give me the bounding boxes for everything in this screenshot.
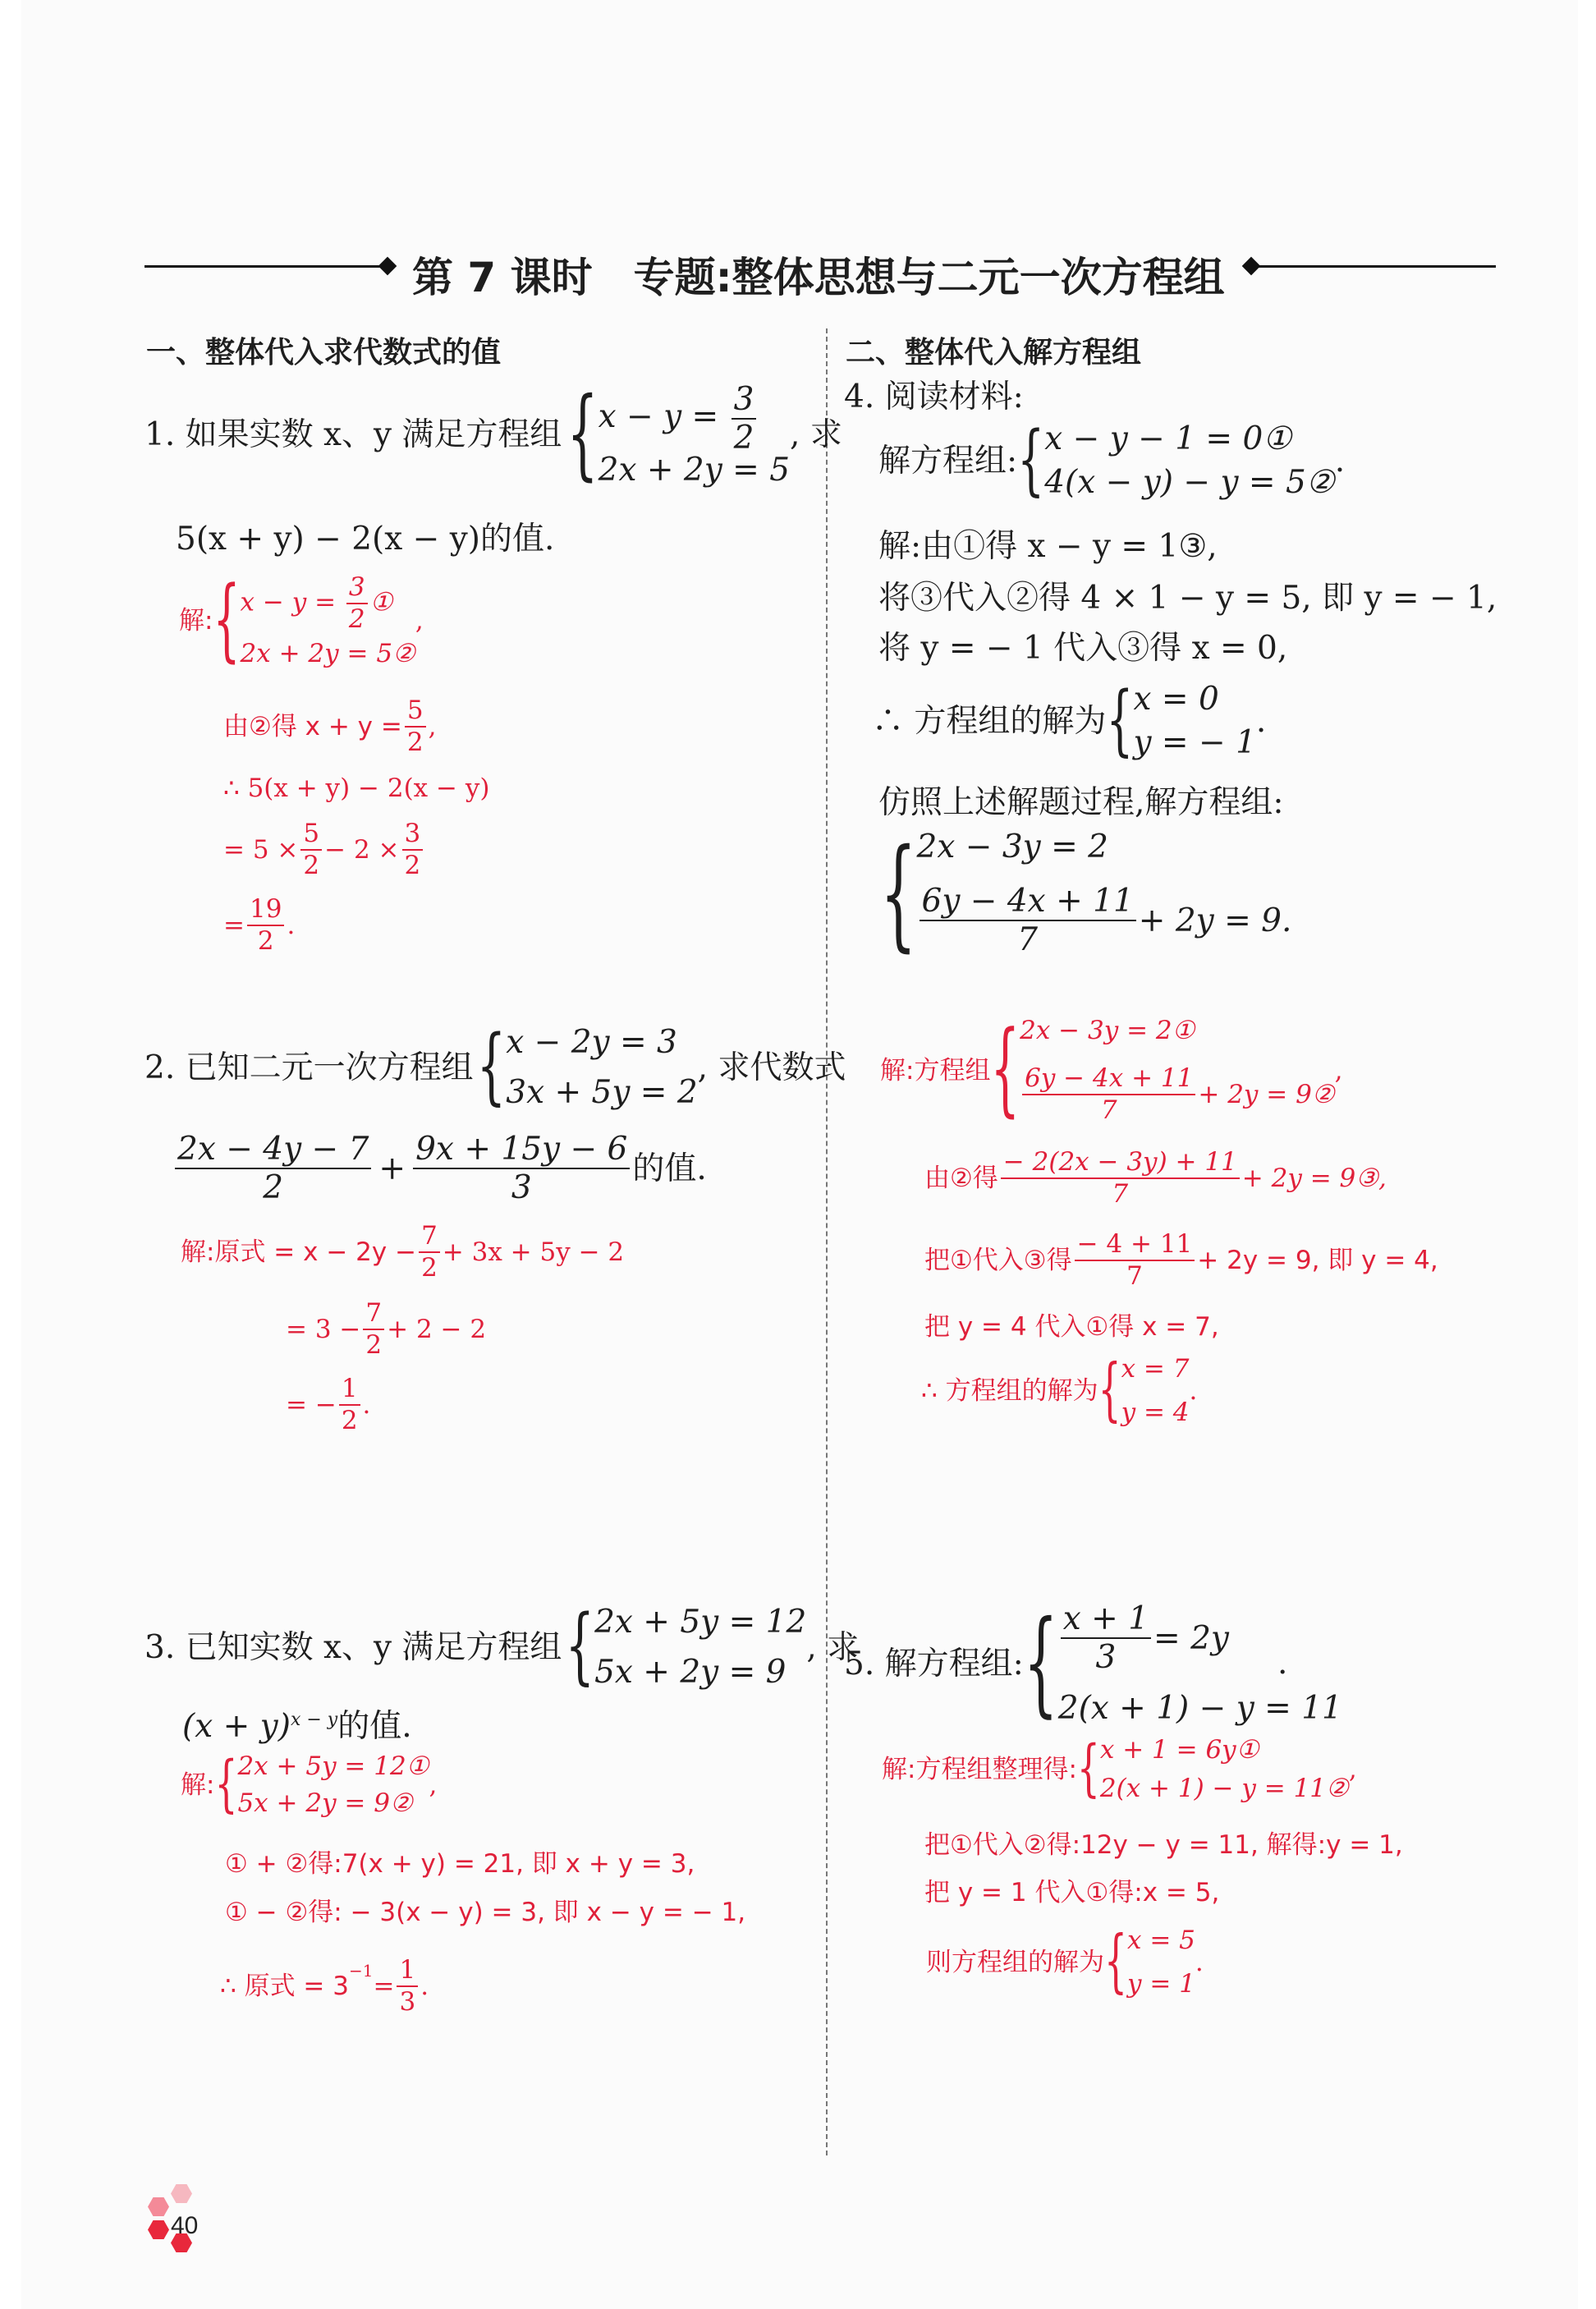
q3-sys-row2: 5x + 2y = 9	[594, 1654, 787, 1691]
q2-sys-row2: 3x + 5y = 2	[506, 1074, 698, 1111]
q5-answer-line2: 把 y = 1 代入①得:x = 5,	[924, 1878, 1220, 1907]
q1-answer-system: 解: { x − y = $\frac{3}{2}$ ① 2x + 2y = 5② ,	[179, 575, 424, 667]
q1-stem	[144, 377, 842, 492]
q1-expression: 5(x + y) − 2(x − y)的值.	[176, 521, 555, 558]
q4-material-brace: {	[1017, 416, 1045, 505]
q2-stem	[144, 1018, 846, 1115]
q1-frac: $\frac{3}{2}$	[732, 383, 757, 454]
q4-problem-row1: 2x − 3y = 2	[916, 829, 1108, 865]
q2-answer-line1: 解:原式 = x − 2y − $\frac{7}{2}$ + 3x + 5y − 2	[181, 1221, 625, 1283]
q1-answer-line3: = 5 × $\frac{5}{2}$ − 2 × $\frac{3}{2}$	[223, 821, 425, 879]
q3-tail: , 求	[806, 1628, 860, 1666]
q2-brace: {	[476, 1018, 507, 1115]
q4-answer-row1: 2x − 3y = 2①	[1020, 1016, 1195, 1045]
q1-answer-line1: 由②得 x + y = $\frac{5}{2}$ ,	[223, 695, 437, 757]
q1-sys-row1: x − y = $\frac{3}{2}$	[598, 383, 790, 454]
q3-answer-row1: 2x + 5y = 12①	[237, 1751, 429, 1781]
q4-answer-line1: 由②得 $\frac{- 2(2x - 3y) + 11}{7}$ + 2y = 9③,	[924, 1147, 1387, 1209]
q4-answer-line2: 把①代入③得 $\frac{- 4 + 11}{7}$ + 2y = 9, 即 y = 4,	[924, 1229, 1438, 1291]
q4-answer-row2: $\frac{6y - 4x + 11}{7}$ + 2y = 9②	[1020, 1066, 1335, 1123]
header-rule-left	[144, 265, 383, 268]
q2-system	[476, 1018, 698, 1115]
q5-system	[1023, 1596, 1342, 1729]
q4-material-row1: x − y − 1 = 0①	[1044, 420, 1292, 457]
q3-answer-line3: ∴ 原式 = 3 $^{-1}$ = $\frac{1}{3}$ .	[220, 1955, 429, 2017]
q3-sys-row1: 2x + 5y = 12	[594, 1604, 807, 1641]
q5-stem	[844, 1596, 1342, 1729]
q5-dot: .	[1277, 1645, 1288, 1682]
q4-material-system: 解方程组: { x − y − 1 = 0① 4(x − y) − y = 5② .	[878, 423, 1345, 498]
q4-problem-brace: {	[880, 822, 917, 965]
q3-answer-brace: {	[214, 1748, 238, 1820]
q5-sys-row2: 2(x + 1) − y = 11	[1057, 1690, 1342, 1727]
section-heading-2: 二、整体代入解方程组	[846, 336, 1142, 370]
q1-sys-row2: 2x + 2y = 5	[598, 452, 791, 489]
q4-answer-line3: 把 y = 4 代入①得 x = 7,	[924, 1312, 1219, 1342]
column-divider	[826, 328, 828, 2155]
q4-lead: 4. 阅读材料:	[844, 379, 1024, 415]
header-rule-right	[1256, 265, 1496, 268]
q5-answer-system: 解:方程组整理得: { x + 1 = 6y① 2(x + 1) − y = 11② ,	[882, 1737, 1357, 1802]
q4-solution-row1: x = 0	[1133, 681, 1219, 718]
q5-answer-row2: 2(x + 1) − y = 11②	[1099, 1774, 1349, 1803]
q3-answer-row2: 5x + 2y = 9②	[237, 1788, 413, 1818]
q1-lead: 1. 如果实数 x、y 满足方程组	[144, 415, 562, 453]
q1-tail: , 求	[790, 415, 842, 453]
q1-answer-line4: = $\frac{19}{2}$ .	[223, 894, 296, 956]
q1-answer-label: 解:	[179, 605, 213, 636]
q3-lead: 3. 已知实数 x、y 满足方程组	[144, 1628, 562, 1666]
q3-stem	[144, 1598, 860, 1695]
q2-answer-line3: = − $\frac{1}{2}$ .	[286, 1374, 371, 1435]
q4-answer-solution-row1: x = 7	[1121, 1354, 1190, 1384]
q1-answer-line2: ∴ 5(x + y) − 2(x − y)	[223, 773, 490, 803]
q3-answer-line2: ① − ②得: − 3(x − y) = 3, 即 x − y = − 1,	[225, 1898, 746, 1927]
q4-material-row2: 4(x − y) − y = 5②	[1044, 464, 1335, 501]
q5-answer-row1: x + 1 = 6y①	[1099, 1735, 1259, 1765]
q4-solution-brace: {	[1106, 677, 1134, 765]
q5-answer-solution-row1: x = 5	[1127, 1926, 1195, 1955]
q4-answer-brace: {	[990, 1011, 1020, 1129]
q4-step2: 将③代入②得 4 × 1 − y = 5, 即 y = − 1,	[878, 580, 1497, 617]
q5-answer-line1: 把①代入②得:12y − y = 11, 解得:y = 1,	[924, 1830, 1403, 1860]
q3-answer-system: 解: { 2x + 5y = 12① 5x + 2y = 9② ,	[181, 1754, 437, 1816]
q5-sys-row1: $\frac{x + 1}{3}$ = 2y	[1058, 1603, 1342, 1673]
q1-answer-row1: x − y = $\frac{3}{2}$ ①	[240, 572, 393, 634]
q2-fraction-1: $\frac{2x - 4y - 7}{2}$	[175, 1133, 371, 1204]
page-number: 40	[171, 2212, 199, 2239]
q2-sys-row1: x − 2y = 3	[506, 1024, 677, 1061]
q2-lead: 2. 已知二元一次方程组	[144, 1049, 474, 1086]
q5-answer-solution-row2: y = 1	[1127, 1969, 1195, 1999]
q4-answer-system: 解:方程组 { 2x − 3y = 2① $\frac{6y - 4x + 11}{7}$ + 2y = 9② ,	[880, 1018, 1342, 1123]
page-title: 第 7 课时 专题:整体思想与二元一次方程组	[412, 254, 1225, 301]
q3-expression: $(x + y)^{x - y}$的值.	[182, 1708, 412, 1745]
q2-tail: , 求代数式	[697, 1049, 846, 1086]
q4-step5: 仿照上述解题过程,解方程组:	[878, 784, 1284, 821]
q1-system	[566, 377, 791, 492]
q5-answer-solution-brace: {	[1104, 1921, 1127, 2002]
section-heading-1: 一、整体代入求代数式的值	[146, 336, 502, 370]
q4-answer-solution-row2: y = 4	[1121, 1398, 1190, 1427]
q4-solution-row2: y = − 1	[1133, 724, 1256, 761]
q1-brace: {	[566, 377, 598, 492]
q4-step3: 将 y = − 1 代入③得 x = 0,	[878, 630, 1288, 667]
q1-answer-brace: {	[213, 569, 241, 673]
q5-lead: 5. 解方程组:	[844, 1645, 1024, 1682]
q4-answer-line4: ∴ 方程组的解为 { x = 7 y = 4 .	[921, 1356, 1197, 1425]
q3-brace: {	[565, 1598, 595, 1695]
q5-brace: {	[1023, 1596, 1058, 1729]
q2-expression: $\frac{2x - 4y - 7}{2}$ + $\frac{9x + 15y - 6}{3}$ 的值.	[172, 1133, 707, 1204]
q2-answer-line2: = 3 − $\frac{7}{2}$ + 2 − 2	[286, 1298, 487, 1360]
q2-fraction-2: $\frac{9x + 15y - 6}{3}$	[413, 1133, 630, 1204]
q4-problem-system	[880, 822, 1292, 965]
q4-step4: ∴ 方程组的解为 { x = 0 y = − 1 .	[872, 683, 1266, 759]
q5-answer-brace: {	[1076, 1733, 1100, 1805]
q4-answer-solution-brace: {	[1098, 1350, 1121, 1430]
q3-system	[565, 1598, 807, 1695]
q5-answer-line3: 则方程组的解为 { x = 5 y = 1 .	[926, 1928, 1204, 1997]
q4-problem-row2: $\frac{6y - 4x + 11}{7}$ + 2y = 9 .	[917, 885, 1292, 956]
q4-step1: 解:由①得 x − y = 1③,	[878, 528, 1218, 565]
q3-answer-line1: ① + ②得:7(x + y) = 21, 即 x + y = 3,	[225, 1849, 695, 1879]
q1-answer-row2: 2x + 2y = 5②	[240, 639, 415, 668]
